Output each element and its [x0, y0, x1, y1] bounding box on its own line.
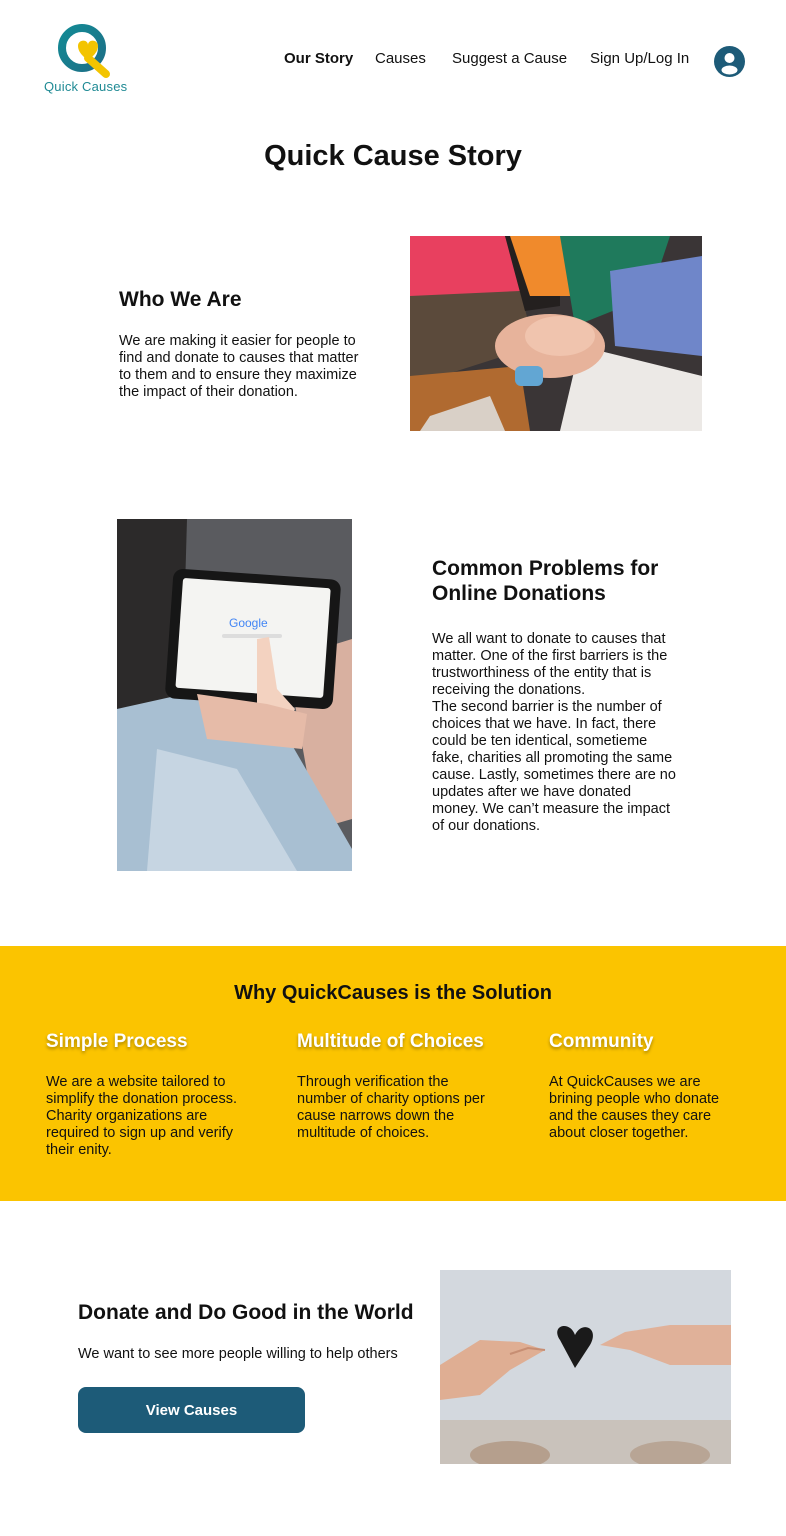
cta-heading: Donate and Do Good in the World	[78, 1301, 414, 1324]
tablet-search-photo	[117, 519, 352, 871]
logo-text: Quick Causes	[44, 79, 128, 94]
page-title: Quick Cause Story	[264, 140, 522, 172]
problems-heading: Common Problems for Online Donations	[432, 557, 659, 605]
multitude-of-choices-text: Through verification the number of charity options per cause narrows down the multitude of choices.	[297, 1074, 485, 1141]
nav-suggest-cause[interactable]: Suggest a Cause	[452, 50, 568, 67]
simple-process-text: We are a website tailored to simplify the donation process. Charity organizations are required to sign up and verify their enity.	[46, 1074, 238, 1158]
nav-our-story[interactable]: Our Story	[284, 50, 354, 67]
hands-together-photo	[410, 236, 702, 431]
nav-sign-up-log-in[interactable]: Sign Up/Log In	[590, 50, 690, 67]
who-we-are-heading: Who We Are	[119, 288, 242, 311]
heart-hands-photo	[440, 1270, 731, 1464]
problems-text-2: The second barrier is the number of choices that we have. In fact, there could be ten identical, sometieme fake, charities all promoting the same cause. Lastly, sometimes there are no updates after we have donated money. We can’t measure the impact of our donations.	[432, 699, 676, 834]
user-avatar-icon[interactable]	[714, 46, 745, 77]
multitude-of-choices-title: Multitude of Choices	[297, 1031, 484, 1052]
community-title: Community	[549, 1031, 654, 1052]
cta-text: We want to see more people willing to help others	[78, 1346, 398, 1362]
main-nav	[0, 50, 786, 72]
problems-text-1: We all want to donate to causes that matter. One of the first barriers is the trustworthiness of the entity that is receiving the donations.	[432, 631, 668, 698]
nav-causes[interactable]: Causes	[375, 50, 426, 67]
who-we-are-text: We are making it easier for people to find and donate to causes that matter to them and to ensure they maximize the impact of their donation.	[119, 333, 359, 400]
svg-text:Google: Google	[229, 616, 268, 630]
simple-process-title: Simple Process	[46, 1031, 188, 1052]
view-causes-button[interactable]: View Causes	[78, 1387, 305, 1433]
solution-heading: Why QuickCauses is the Solution	[234, 982, 552, 1004]
community-text: At QuickCauses we are brining people who donate and the causes they care about closer together.	[549, 1074, 720, 1141]
